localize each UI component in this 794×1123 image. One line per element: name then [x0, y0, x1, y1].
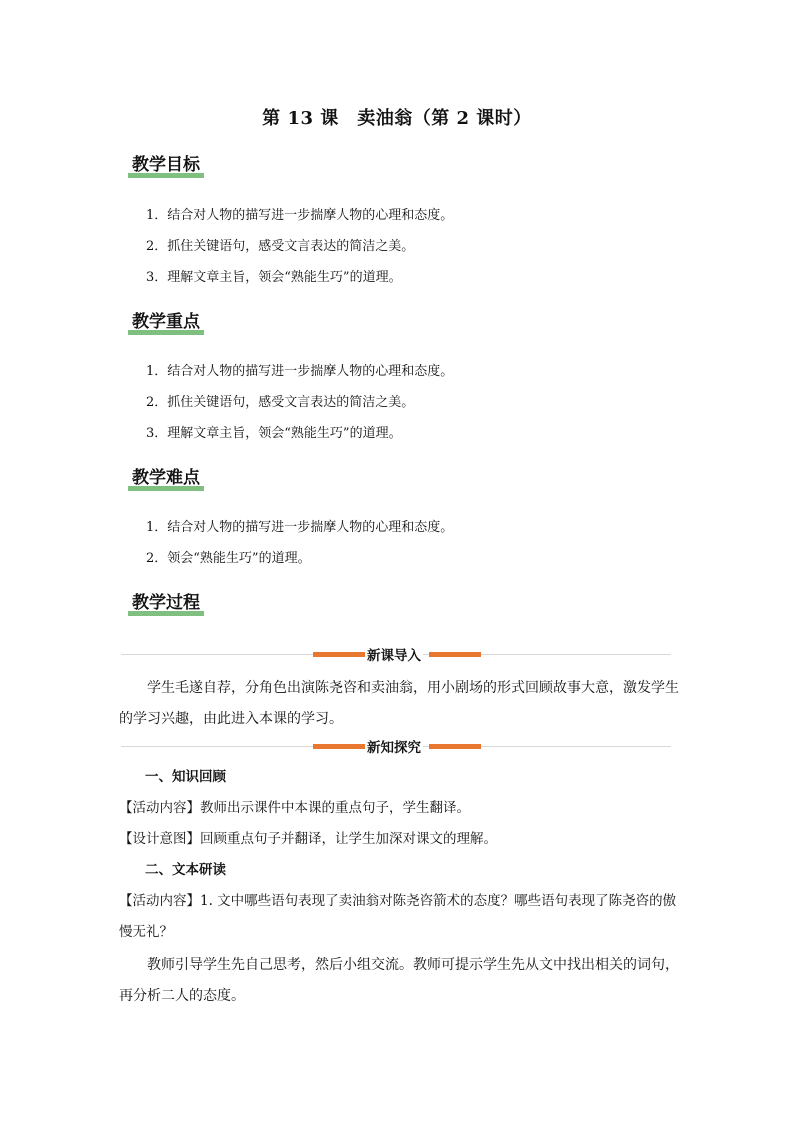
- divider-accent-left: [313, 744, 365, 749]
- activity-content-1: 【活动内容】教师出示课件中本课的重点句子，学生翻译。: [119, 800, 470, 816]
- design-intent-1: 【设计意图】回顾重点句子并翻译，让学生加深对课文的理解。: [119, 831, 497, 847]
- section-heading-key-points: [128, 307, 204, 337]
- section-heading-text: 教学过程: [132, 593, 200, 613]
- section-heading-objectives: [128, 150, 204, 180]
- section-heading-text: 教学重点: [132, 312, 200, 332]
- objective-item-1: 1．结合对人物的描写进一步揣摩人物的心理和态度。: [146, 208, 454, 223]
- divider-accent-left: [313, 652, 365, 657]
- section-heading-text: 教学难点: [132, 468, 200, 488]
- section-heading-process: [128, 588, 204, 618]
- divider-accent-right: [429, 744, 481, 749]
- section-heading-difficulties: [128, 463, 204, 493]
- teacher-guidance-paragraph: 教师引导学生先自己思考，然后小组交流。教师可提示学生先从文中找出相关的词句，再分析二人的态度。: [119, 957, 679, 1004]
- activity-content-2: 【活动内容】1. 文中哪些语句表现了卖油翁对陈尧咨箭术的态度？哪些语句表现了陈尧咨的傲慢无礼？: [119, 893, 677, 940]
- difficulty-item-1: 1．结合对人物的描写进一步揣摩人物的心理和态度。: [146, 520, 454, 535]
- divider-accent-right: [429, 652, 481, 657]
- key-point-item-2: 2．抓住关键语句，感受文言表达的简洁之美。: [146, 395, 415, 410]
- page-title: 第 13 课 卖油翁（第 2 课时）: [262, 108, 532, 129]
- objective-item-2: 2．抓住关键语句，感受文言表达的简洁之美。: [146, 239, 415, 254]
- difficulty-item-2: 2．领会“熟能生巧”的道理。: [146, 551, 311, 566]
- subheading-text-study: 二、文本研读: [145, 862, 226, 878]
- section-heading-text: 教学目标: [132, 155, 200, 175]
- subheading-review: 一、知识回顾: [145, 769, 226, 785]
- objective-item-3: 3．理解文章主旨，领会“熟能生巧”的道理。: [146, 270, 402, 285]
- divider-label-intro: 新课导入: [365, 644, 423, 664]
- intro-paragraph: 学生毛遂自荐，分角色出演陈尧咨和卖油翁，用小剧场的形式回顾故事大意，激发学生的学习兴趣，由此进入本课的学习。: [119, 680, 679, 727]
- key-point-item-3: 3．理解文章主旨，领会“熟能生巧”的道理。: [146, 426, 402, 441]
- divider-label-explore: 新知探究: [365, 736, 423, 756]
- key-point-item-1: 1．结合对人物的描写进一步揣摩人物的心理和态度。: [146, 364, 454, 379]
